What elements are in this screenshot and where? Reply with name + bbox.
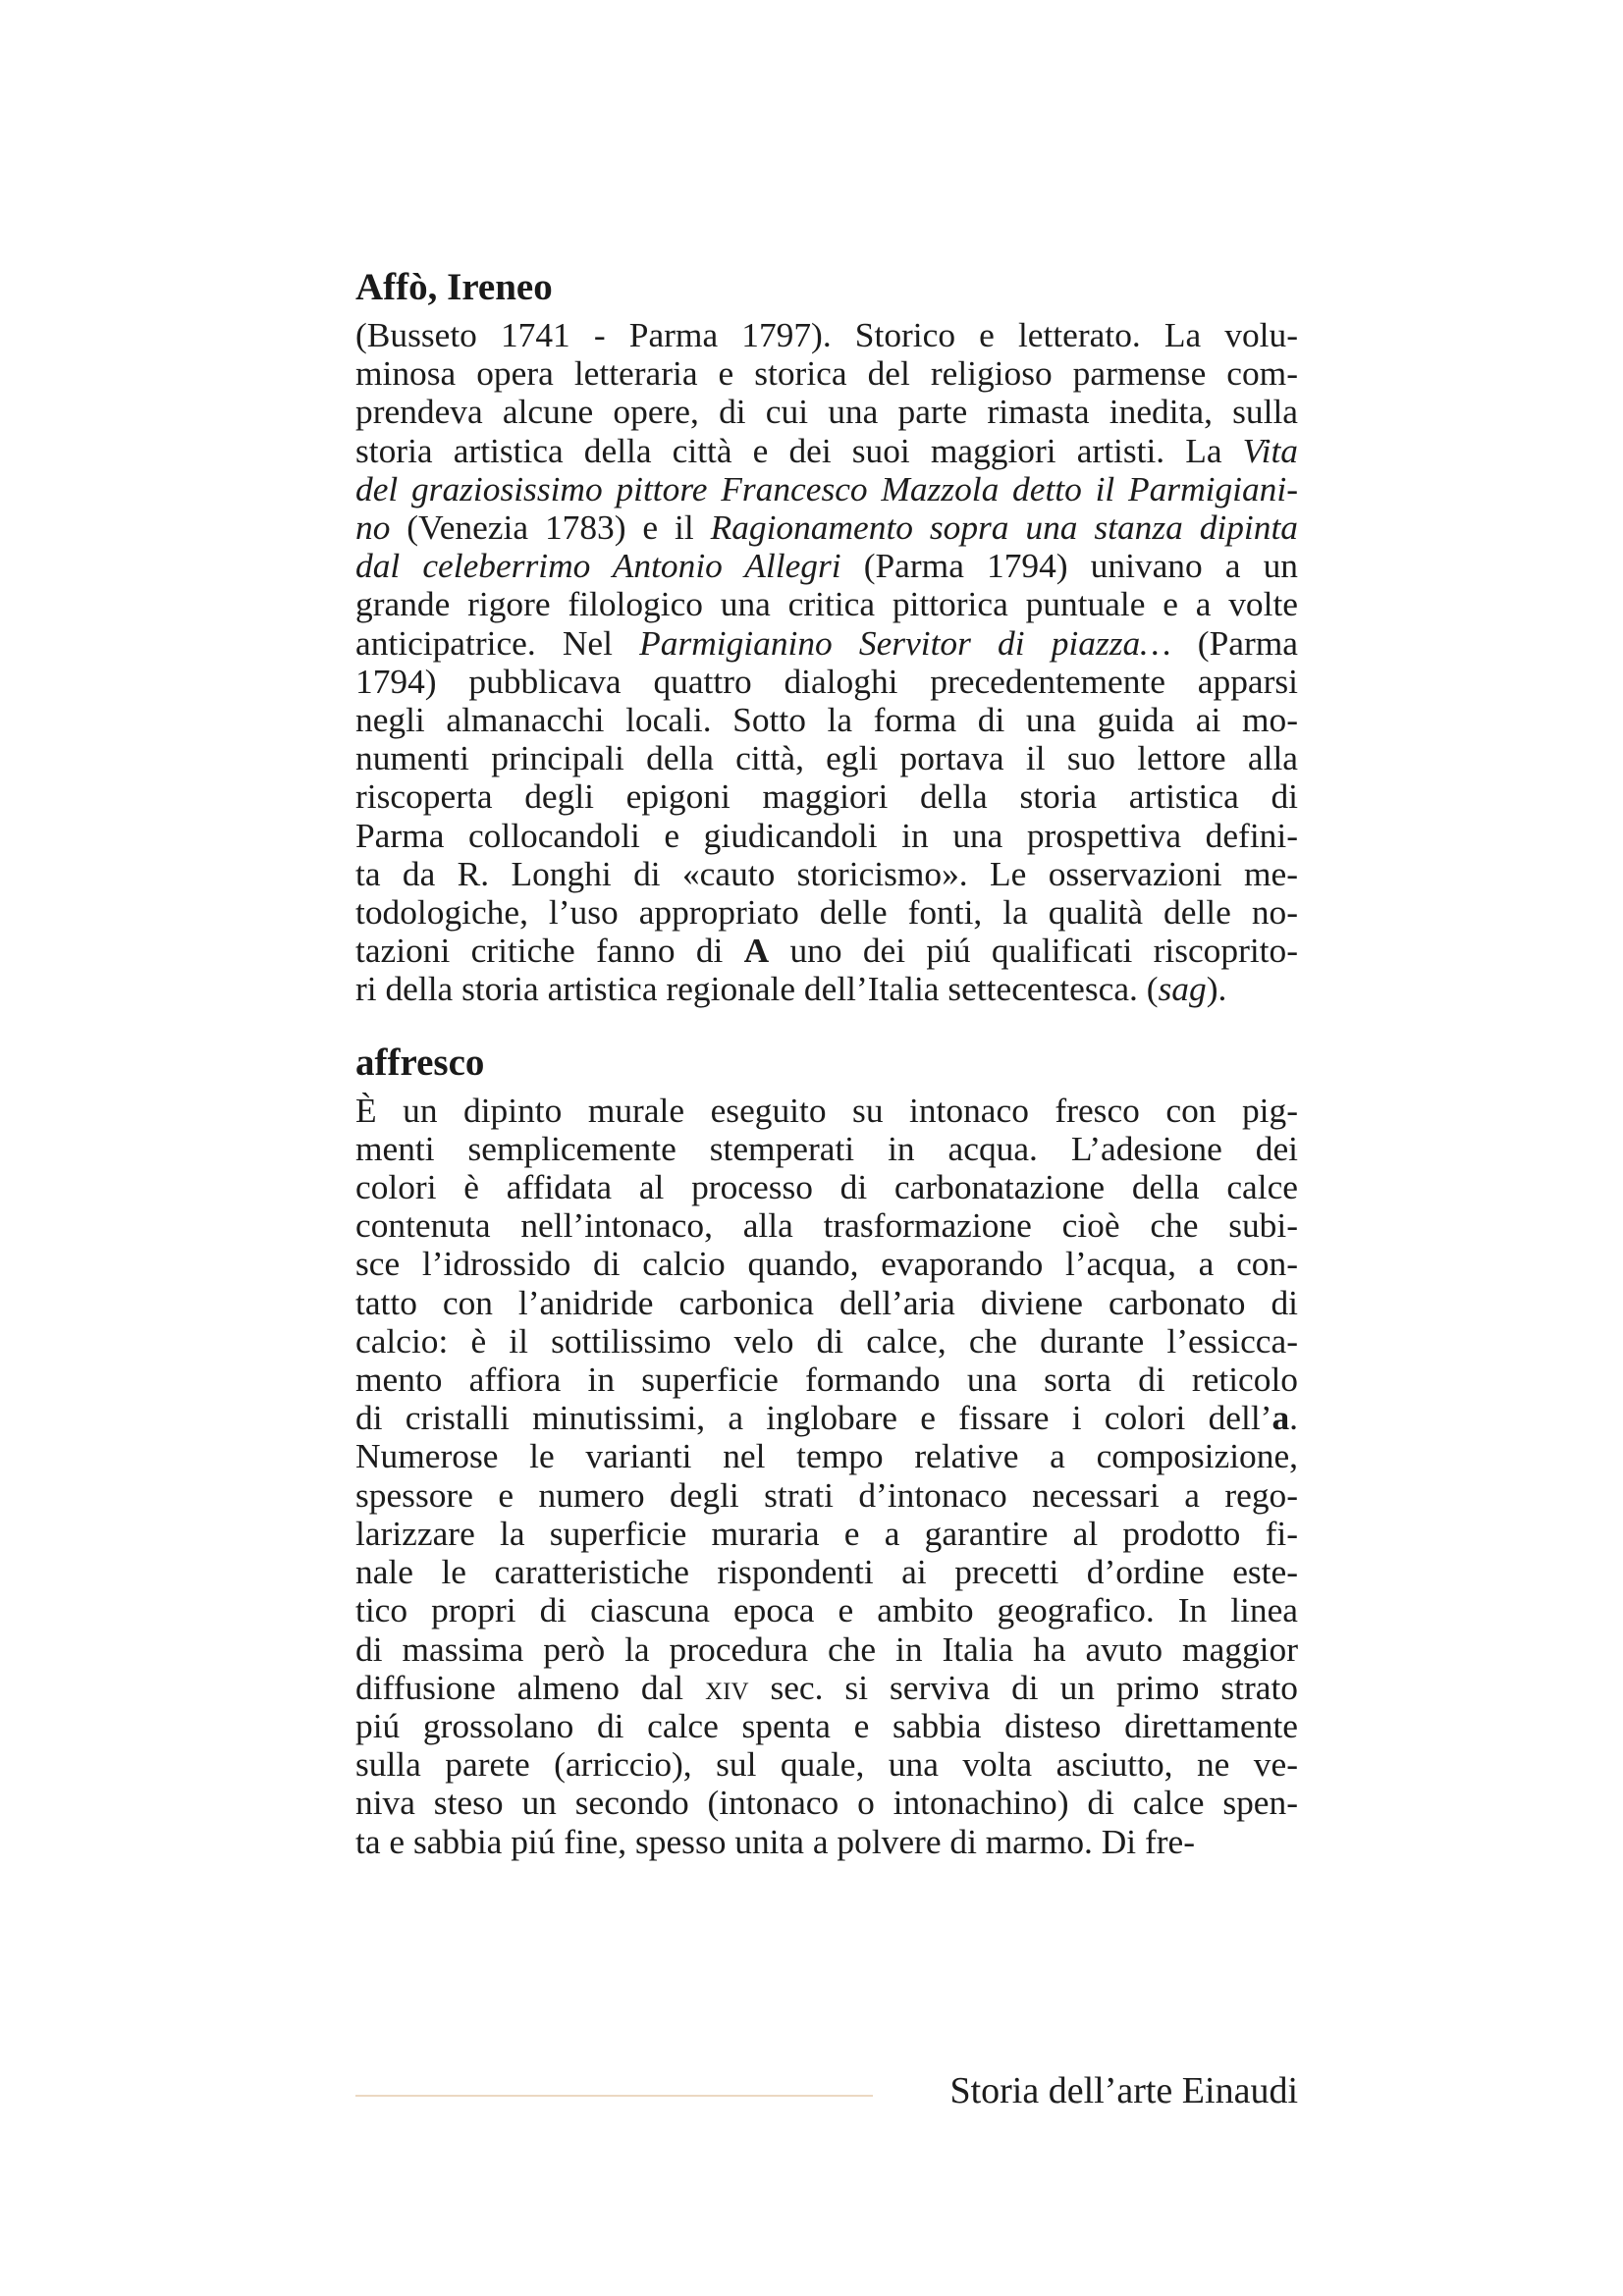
text-run: . bbox=[1289, 1398, 1298, 1438]
text-run: uno dei piú qualificati riscoprito- bbox=[769, 931, 1298, 971]
text-line bbox=[355, 393, 1298, 431]
text-run: Parmigianino Servitor di piazza… bbox=[639, 622, 1171, 663]
text-run: storia artistica della città e dei suoi maggiori artisti. La bbox=[355, 430, 1243, 470]
text-line bbox=[355, 739, 1298, 777]
text-line bbox=[355, 701, 1298, 739]
text-run: (Parma 1794) univano a un bbox=[840, 546, 1298, 586]
text-line bbox=[355, 1130, 1298, 1168]
text-run: minosa opera letteraria e storica del religioso parmense com- bbox=[355, 353, 1298, 394]
text-run: grande rigore filologico una critica pittorica puntuale e a volte bbox=[355, 584, 1298, 624]
text-run: numenti principali della città, egli portava il suo lettore alla bbox=[355, 738, 1298, 778]
text-run: 1794) pubblicava quattro dialoghi precedentemente apparsi bbox=[355, 661, 1298, 701]
text-run: ri della storia artistica regionale dell’Italia settecentesca. ( bbox=[355, 969, 1159, 1009]
text-run: del graziosissimo pittore Francesco Mazzola detto il Parmigiani- bbox=[355, 468, 1298, 508]
text-run: Numerose le varianti nel tempo relative a composizione, bbox=[355, 1436, 1298, 1476]
entry-title: Affò, Ireneo bbox=[355, 266, 553, 308]
text-run: tatto con l’anidride carbonica dell’aria diviene carbonato di bbox=[355, 1282, 1298, 1322]
text-run: spessore e numero degli strati d’intonaco necessari a rego- bbox=[355, 1474, 1298, 1515]
text-line bbox=[355, 1707, 1298, 1745]
text-line bbox=[355, 855, 1298, 893]
text-line bbox=[355, 624, 1298, 663]
text-line bbox=[355, 1784, 1298, 1822]
entry-title: affresco bbox=[355, 1041, 485, 1084]
text-line bbox=[355, 1168, 1298, 1206]
text-line bbox=[355, 1823, 1298, 1861]
text-line bbox=[355, 1322, 1298, 1361]
text-line bbox=[355, 970, 1298, 1008]
text-line bbox=[355, 354, 1298, 393]
text-line bbox=[355, 777, 1298, 816]
text-run: tazioni critiche fanno di bbox=[355, 931, 744, 971]
text-run: anticipatrice. Nel bbox=[355, 622, 640, 663]
text-run: È un dipinto murale eseguito su intonaco fresco con pig- bbox=[355, 1090, 1298, 1130]
text-run: Ragionamento sopra una stanza dipinta bbox=[710, 507, 1298, 548]
text-line bbox=[355, 1399, 1298, 1437]
text-run: xiv bbox=[705, 1667, 749, 1707]
entry-body bbox=[355, 316, 1298, 1009]
text-run: prendeva alcune opere, di cui una parte rimasta inedita, sulla bbox=[355, 392, 1298, 432]
text-run: nale le caratteristiche rispondenti ai precetti d’ordine este- bbox=[355, 1552, 1298, 1592]
text-run: di massima però la procedura che in Italia ha avuto maggior bbox=[355, 1629, 1298, 1669]
text-run: colori è affidata al processo di carbonatazione della calce bbox=[355, 1167, 1298, 1207]
text-line bbox=[355, 1553, 1298, 1591]
entry-affresco bbox=[355, 1042, 1298, 1861]
text-run: niva steso un secondo (intonaco o intonachino) di calce spen- bbox=[355, 1783, 1298, 1823]
text-line bbox=[355, 316, 1298, 354]
text-run: dal celeberrimo Antonio Allegri bbox=[355, 546, 841, 586]
text-column bbox=[355, 267, 1298, 1861]
text-run: di cristalli minutissimi, a inglobare e fissare i colori dell’ bbox=[355, 1398, 1272, 1438]
text-line bbox=[355, 470, 1298, 508]
text-line bbox=[355, 932, 1298, 970]
text-line bbox=[355, 1092, 1298, 1130]
text-line bbox=[355, 1669, 1298, 1707]
text-line bbox=[355, 1476, 1298, 1515]
text-line bbox=[355, 817, 1298, 855]
text-line bbox=[355, 547, 1298, 585]
page-footer bbox=[355, 2067, 1298, 2116]
text-run: sag bbox=[1158, 969, 1207, 1009]
text-line bbox=[355, 508, 1298, 547]
text-run: ta da R. Longhi di «cauto storicismo». Le osservazioni me- bbox=[355, 853, 1298, 893]
text-run: (Venezia 1783) e il bbox=[390, 507, 711, 548]
entry-body bbox=[355, 1092, 1298, 1861]
text-line bbox=[355, 1245, 1298, 1283]
text-line bbox=[355, 1361, 1298, 1399]
text-line bbox=[355, 1515, 1298, 1553]
text-run: A bbox=[743, 931, 770, 971]
text-run: sce l’idrossido di calcio quando, evaporando l’acqua, a con- bbox=[355, 1244, 1298, 1284]
text-line bbox=[355, 1591, 1298, 1629]
text-run: (Parma bbox=[1170, 622, 1298, 663]
text-line bbox=[355, 1284, 1298, 1322]
text-run: calcio: è il sottilissimo velo di calce, che durante l’essicca- bbox=[355, 1320, 1298, 1361]
entry-affo-ireneo bbox=[355, 267, 1298, 1009]
text-run: menti semplicemente stemperati in acqua. L’adesione dei bbox=[355, 1128, 1298, 1168]
text-run: riscoperta degli epigoni maggiori della storia artistica di bbox=[355, 776, 1298, 817]
footer-publisher: Storia dell’arte Einaudi bbox=[949, 2070, 1298, 2111]
text-run: (Busseto 1741 - Parma 1797). Storico e letterato. La volu- bbox=[355, 315, 1298, 354]
text-line bbox=[355, 1437, 1298, 1475]
footer-rule bbox=[355, 2095, 873, 2097]
text-run: negli almanacchi locali. Sotto la forma di una guida ai mo- bbox=[355, 700, 1298, 740]
text-run: ). bbox=[1206, 969, 1227, 1009]
text-run: contenuta nell’intonaco, alla trasformazione cioè che subi- bbox=[355, 1205, 1298, 1246]
text-run: sulla parete (arriccio), sul quale, una volta asciutto, ne ve- bbox=[355, 1744, 1298, 1785]
text-run: a bbox=[1271, 1398, 1290, 1438]
text-run: diffusione almeno dal bbox=[355, 1667, 706, 1707]
text-line bbox=[355, 585, 1298, 623]
text-run: ta e sabbia piú fine, spesso unita a polvere di marmo. Di fre- bbox=[355, 1821, 1196, 1861]
text-run: sec. si serviva di un primo strato bbox=[748, 1667, 1298, 1707]
text-run: larizzare la superficie muraria e a garantire al prodotto fi- bbox=[355, 1513, 1298, 1553]
text-run: no bbox=[355, 507, 391, 548]
text-run: Vita bbox=[1242, 430, 1298, 470]
text-line bbox=[355, 663, 1298, 701]
text-run: todologiche, l’uso appropriato delle fonti, la qualità delle no- bbox=[355, 892, 1298, 933]
text-run: Parma collocandoli e giudicandoli in una prospettiva defini- bbox=[355, 815, 1298, 855]
text-line bbox=[355, 432, 1298, 470]
text-line bbox=[355, 893, 1298, 932]
text-line bbox=[355, 1630, 1298, 1669]
text-run: tico propri di ciascuna epoca e ambito geografico. In linea bbox=[355, 1590, 1298, 1630]
text-line bbox=[355, 1206, 1298, 1245]
text-line bbox=[355, 1745, 1298, 1784]
text-run: mento affiora in superficie formando una sorta di reticolo bbox=[355, 1360, 1298, 1400]
text-run: piú grossolano di calce spenta e sabbia disteso direttamente bbox=[355, 1705, 1298, 1745]
